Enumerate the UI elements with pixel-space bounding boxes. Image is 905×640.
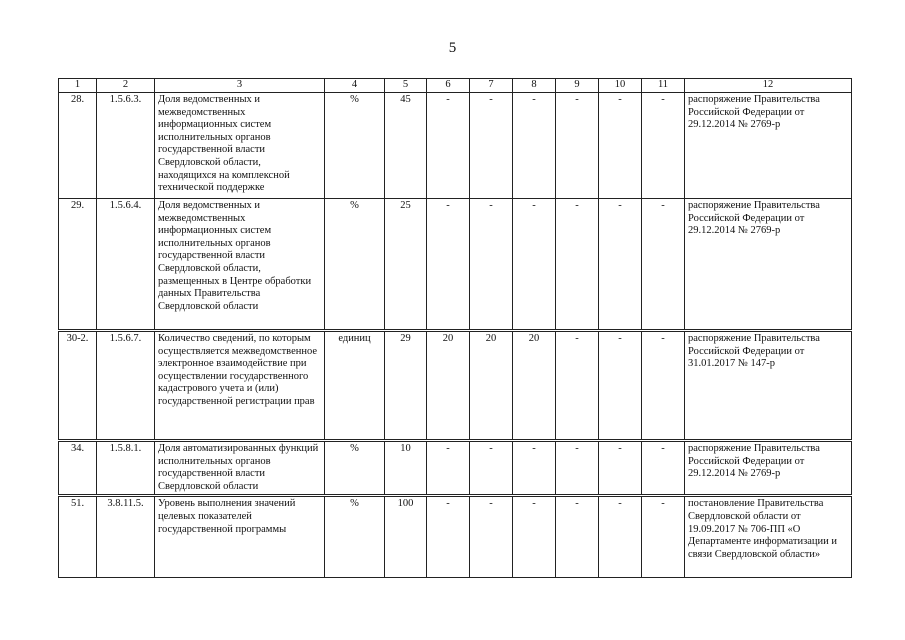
value-col10: - xyxy=(599,441,642,496)
indicators-table xyxy=(58,78,852,578)
table-row xyxy=(59,199,852,331)
col-header-9: 9 xyxy=(556,79,599,93)
col-header-5: 5 xyxy=(385,79,427,93)
source-document: постановление Правительства Свердловской области от 19.09.2017 № 706-ПП «О Департаменте информатизации и связи Свердловской области» xyxy=(685,496,852,578)
value-col9: - xyxy=(556,496,599,578)
page-number: 5 xyxy=(448,40,457,56)
row-code: 1.5.6.7. xyxy=(97,331,155,441)
table-row xyxy=(59,441,852,496)
indicator-name: Доля ведомственных и межведомственных информационных систем исполнительных органов государственной власти Свердловской области, находящихся на комплексной технической поддержке xyxy=(155,93,325,199)
value-col7: - xyxy=(470,199,513,331)
value-col11: - xyxy=(642,331,685,441)
source-document: распоряжение Правительства Российской Федерации от 29.12.2014 № 2769-р xyxy=(685,93,852,199)
value-col10: - xyxy=(599,496,642,578)
value-col6: - xyxy=(427,93,470,199)
value-col5: 100 xyxy=(385,496,427,578)
value-col5: 10 xyxy=(385,441,427,496)
table-row xyxy=(59,93,852,199)
value-col8: - xyxy=(513,441,556,496)
value-col9: - xyxy=(556,93,599,199)
value-col11: - xyxy=(642,441,685,496)
indicator-name: Доля автоматизированных функций исполнительных органов государственной власти Свердловской области xyxy=(155,441,325,496)
source-document: распоряжение Правительства Российской Федерации от 29.12.2014 № 2769-р xyxy=(685,199,852,331)
value-col7: - xyxy=(470,441,513,496)
col-header-3: 3 xyxy=(155,79,325,93)
value-col9: - xyxy=(556,331,599,441)
indicator-name: Количество сведений, по которым осуществляется межведомственное электронное взаимодействие при осуществлении государственного кадастрового учета и (или) государственной регистрации прав xyxy=(155,331,325,441)
value-col6: - xyxy=(427,441,470,496)
col-header-12: 12 xyxy=(685,79,852,93)
source-document: распоряжение Правительства Российской Федерации от 31.01.2017 № 147-р xyxy=(685,331,852,441)
col-header-8: 8 xyxy=(513,79,556,93)
value-col8: - xyxy=(513,199,556,331)
value-col11: - xyxy=(642,496,685,578)
unit: % xyxy=(325,441,385,496)
indicator-name: Доля ведомственных и межведомственных информационных систем исполнительных органов государственной власти Свердловской области, размещенных в Центре обработки данных Правительства Свердловской области xyxy=(155,199,325,331)
row-number: 28. xyxy=(59,93,97,199)
value-col11: - xyxy=(642,93,685,199)
row-number: 51. xyxy=(59,496,97,578)
table-row xyxy=(59,331,852,441)
row-number: 29. xyxy=(59,199,97,331)
row-code: 1.5.6.4. xyxy=(97,199,155,331)
value-col8: - xyxy=(513,496,556,578)
col-header-7: 7 xyxy=(470,79,513,93)
value-col10: - xyxy=(599,199,642,331)
value-col11: - xyxy=(642,199,685,331)
row-number: 34. xyxy=(59,441,97,496)
col-header-4: 4 xyxy=(325,79,385,93)
value-col8: - xyxy=(513,93,556,199)
indicator-name: Уровень выполнения значений целевых показателей государственной программы xyxy=(155,496,325,578)
col-header-11: 11 xyxy=(642,79,685,93)
value-col6: 20 xyxy=(427,331,470,441)
row-code: 1.5.8.1. xyxy=(97,441,155,496)
unit: % xyxy=(325,93,385,199)
value-col8: 20 xyxy=(513,331,556,441)
col-header-6: 6 xyxy=(427,79,470,93)
table-row xyxy=(59,496,852,578)
value-col7: - xyxy=(470,496,513,578)
value-col5: 25 xyxy=(385,199,427,331)
value-col10: - xyxy=(599,331,642,441)
value-col5: 45 xyxy=(385,93,427,199)
row-code: 3.8.11.5. xyxy=(97,496,155,578)
value-col6: - xyxy=(427,199,470,331)
value-col9: - xyxy=(556,199,599,331)
header-row xyxy=(59,79,852,93)
col-header-1: 1 xyxy=(59,79,97,93)
col-header-2: 2 xyxy=(97,79,155,93)
value-col7: 20 xyxy=(470,331,513,441)
row-number: 30-2. xyxy=(59,331,97,441)
unit: % xyxy=(325,199,385,331)
value-col7: - xyxy=(470,93,513,199)
value-col5: 29 xyxy=(385,331,427,441)
row-code: 1.5.6.3. xyxy=(97,93,155,199)
source-document: распоряжение Правительства Российской Федерации от 29.12.2014 № 2769-р xyxy=(685,441,852,496)
value-col10: - xyxy=(599,93,642,199)
unit: единиц xyxy=(325,331,385,441)
value-col6: - xyxy=(427,496,470,578)
unit: % xyxy=(325,496,385,578)
value-col9: - xyxy=(556,441,599,496)
col-header-10: 10 xyxy=(599,79,642,93)
